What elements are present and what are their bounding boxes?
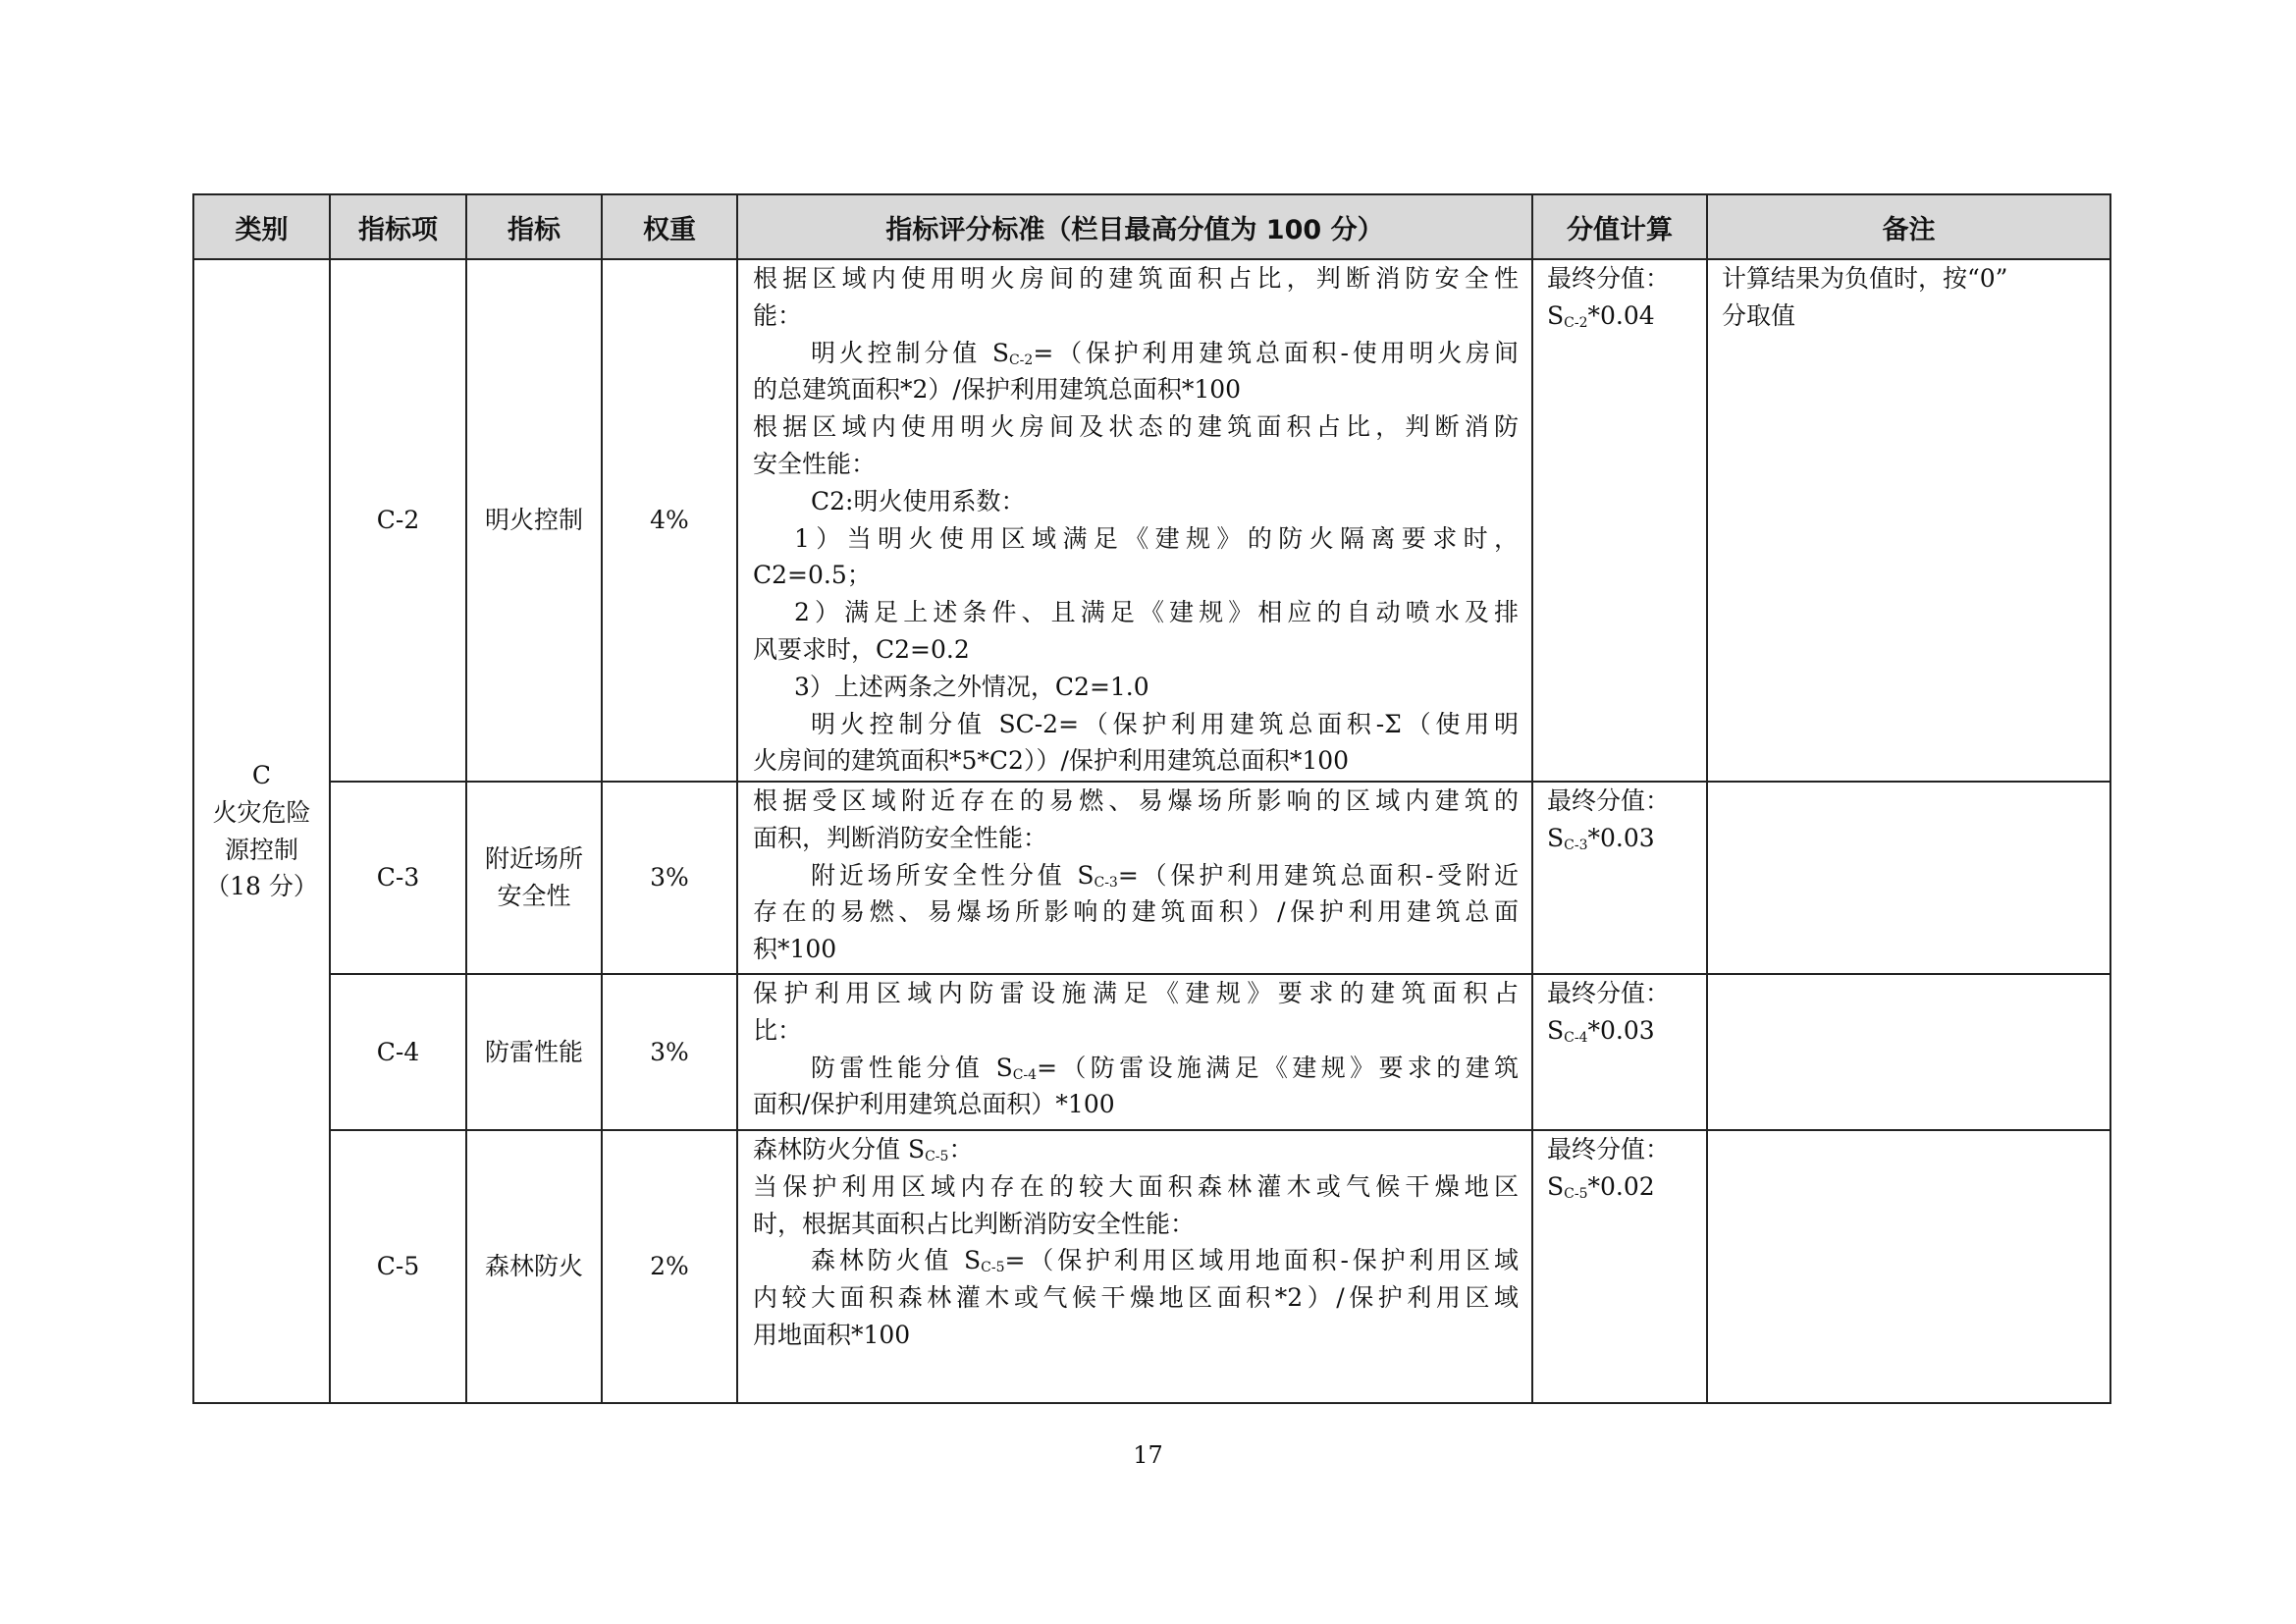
criteria-formula-line: 附近场所安全性分值 $S_{C-3}=$（保护利用建筑总面积-受附近 <box>811 860 1519 891</box>
table-row-c5 <box>193 1130 2110 1403</box>
weight-value: 3% <box>602 782 737 974</box>
score-calc-cell <box>1532 782 1707 974</box>
header-weight: 权重 <box>602 194 737 259</box>
note-line: 计算结果为负值时，按“0” <box>1722 264 2008 293</box>
criteria-line: 比： <box>753 1015 803 1045</box>
criteria-line: 面积，判断消防安全性能： <box>753 823 1048 852</box>
header-category: 类别 <box>193 194 330 259</box>
table-row-c4 <box>193 974 2110 1130</box>
criteria-formula-line: 防雷性能分值 $S_{C-4}=$（防雷设施满足《建规》要求的建筑 <box>811 1053 1519 1083</box>
score-formula: $S_{C-3}*0.03$ <box>1547 823 1655 853</box>
criteria-line: 内较大面积森林灌木或气候干燥地区面积*2）/保护利用区域 <box>753 1283 1519 1313</box>
notes-cell <box>1707 1130 2110 1403</box>
criteria-line: 面积/保护利用建筑总面积）*100 <box>753 1090 1115 1119</box>
criteria-cell <box>737 782 1532 974</box>
criteria-line: 明火控制分值 SC-2=（保护利用建筑总面积-Σ（使用明 <box>811 709 1519 738</box>
notes-cell <box>1707 259 2110 782</box>
criteria-formula-line: 明火控制分值 $S_{C-2}=$（保护利用建筑总面积-使用明火房间 <box>811 338 1519 368</box>
criteria-line: 积*100 <box>753 935 837 964</box>
header-criteria: 指标评分标准（栏目最高分值为 100 分） <box>737 194 1532 259</box>
header-score-calc: 分值计算 <box>1532 194 1707 259</box>
score-label: 最终分值： <box>1547 979 1671 1007</box>
score-label: 最终分值： <box>1547 1135 1671 1164</box>
criteria-cell <box>737 259 1532 782</box>
table-row-c2 <box>193 259 2110 782</box>
criteria-formula-line: 森林防火分值 $S_{C-5}$： <box>753 1135 974 1164</box>
criteria-line: 存在的易燃、易爆场所影响的建筑面积）/保护利用建筑总面 <box>753 897 1519 927</box>
criteria-line: 根据区域内使用明火房间的建筑面积占比，判断消防安全性 <box>753 264 1519 293</box>
header-indicator: 指标 <box>466 194 602 259</box>
score-label: 最终分值： <box>1547 264 1671 293</box>
indicator-name: 森林防火 <box>466 1130 602 1403</box>
score-formula: $S_{C-4}*0.03$ <box>1547 1015 1655 1046</box>
criteria-line: C2=0.5； <box>753 561 872 590</box>
score-calc-cell <box>1532 974 1707 1130</box>
weight-value: 3% <box>602 974 737 1130</box>
item-id: C-3 <box>330 782 466 974</box>
item-id: C-2 <box>330 259 466 782</box>
indicator-name: 明火控制 <box>466 259 602 782</box>
table-row-c3 <box>193 782 2110 974</box>
indicator-name: 防雷性能 <box>466 974 602 1130</box>
criteria-line: C2:明火使用系数： <box>811 486 1026 515</box>
score-formula: $S_{C-5}*0.02$ <box>1547 1171 1655 1202</box>
category-name-line1: 火灾危险 <box>212 797 311 827</box>
note-line: 分取值 <box>1722 300 1796 330</box>
criteria-line: 时，根据其面积占比判断消防安全性能： <box>753 1209 1196 1238</box>
score-formula: $S_{C-2}*0.04$ <box>1547 300 1655 331</box>
criteria-line: 火房间的建筑面积*5*C2））/保护利用建筑总面积*100 <box>753 746 1350 776</box>
notes-cell <box>1707 782 2110 974</box>
header-item: 指标项 <box>330 194 466 259</box>
category-cell <box>193 259 330 1403</box>
item-id: C-5 <box>330 1130 466 1403</box>
criteria-cell <box>737 974 1532 1130</box>
criteria-formula-line: 森林防火值 $S_{C-5}=$（保护利用区域用地面积-保护利用区域 <box>811 1246 1519 1276</box>
criteria-line: 3）上述两条之外情况，C2=1.0 <box>794 672 1149 701</box>
criteria-line: 风要求时，C2=0.2 <box>753 634 970 664</box>
notes-cell <box>1707 974 2110 1130</box>
criteria-line: 能： <box>753 300 803 330</box>
criteria-line: 2）满足上述条件、且满足《建规》相应的自动喷水及排 <box>794 598 1519 627</box>
criteria-line: 的总建筑面积*2）/保护利用建筑总面积*100 <box>753 375 1242 405</box>
header-row <box>193 194 2110 259</box>
criteria-line: 根据受区域附近存在的易燃、易爆场所影响的区域内建筑的 <box>753 786 1519 815</box>
weight-value: 2% <box>602 1130 737 1403</box>
criteria-line: 用地面积*100 <box>753 1320 911 1349</box>
criteria-line: 当保护利用区域内存在的较大面积森林灌木或气候干燥地区 <box>753 1171 1519 1201</box>
criteria-line: 安全性能： <box>753 449 877 478</box>
item-id: C-4 <box>330 974 466 1130</box>
header-notes: 备注 <box>1707 194 2110 259</box>
category-code: C <box>251 760 272 789</box>
page-number: 17 <box>1133 1441 1163 1469</box>
criteria-line: 保护利用区域内防雷设施满足《建规》要求的建筑面积占 <box>753 979 1519 1007</box>
score-calc-cell <box>1532 259 1707 782</box>
category-name-line2: 源控制 <box>224 835 298 864</box>
criteria-cell <box>737 1130 1532 1403</box>
weight-value: 4% <box>602 259 737 782</box>
criteria-line: 1）当明火使用区域满足《建规》的防火隔离要求时， <box>794 523 1519 553</box>
category-score: （18 分） <box>205 872 318 901</box>
score-calc-cell <box>1532 1130 1707 1403</box>
indicator-name: 附近场所 安全性 <box>466 782 602 974</box>
scoring-table <box>192 193 2111 1404</box>
criteria-line: 根据区域内使用明火房间及状态的建筑面积占比，判断消防 <box>753 412 1519 442</box>
score-label: 最终分值： <box>1547 786 1671 815</box>
